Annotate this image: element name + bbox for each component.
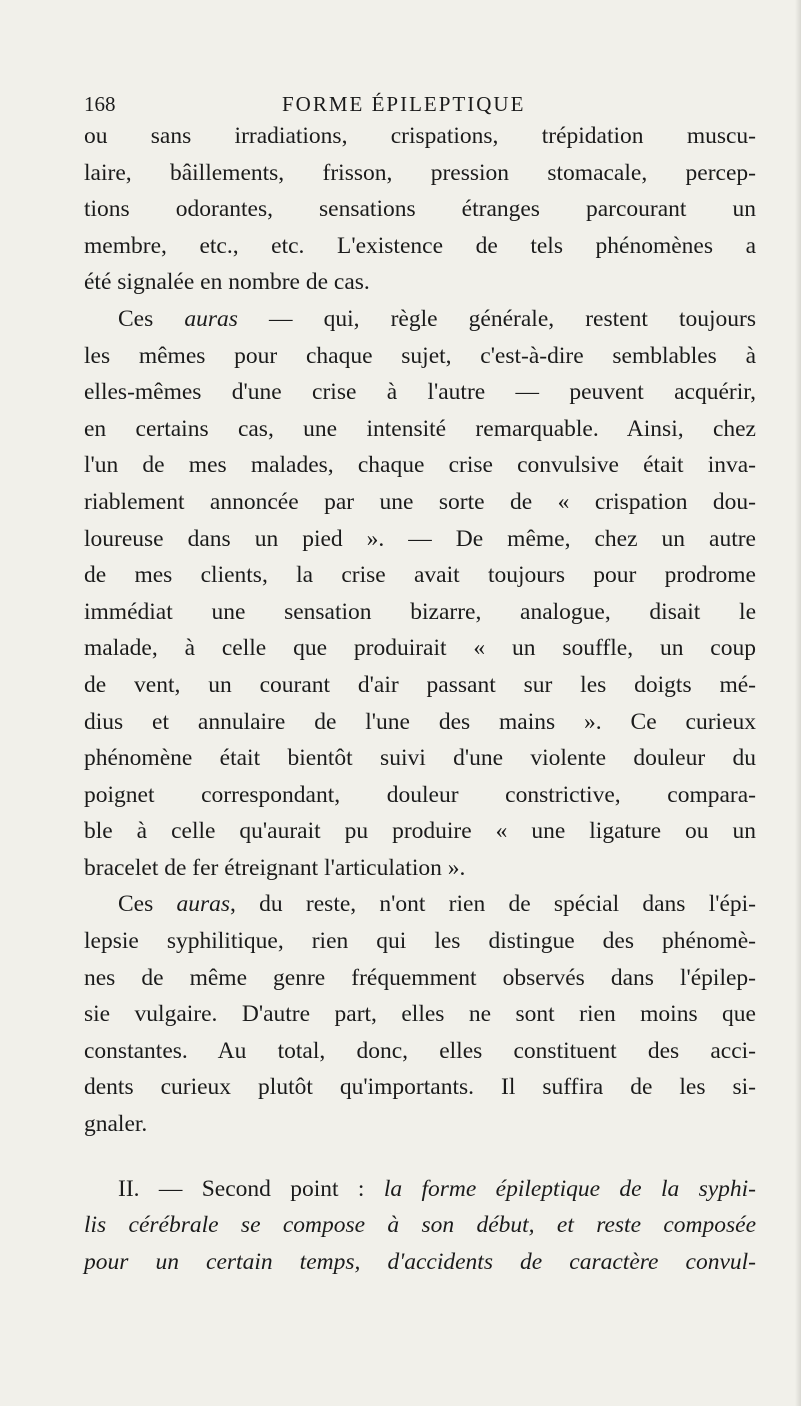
text-line: malade, à celle que produirait « un souffle, un coup — [84, 635, 756, 662]
text-run: , du reste, n'ont rien de spécial dans l'épi- — [230, 891, 756, 918]
text-line: membre, etc., etc. L'existence de tels phénomènes a — [84, 232, 756, 259]
text-line: dius et annulaire de l'une des mains ». Ce curieux — [84, 708, 756, 735]
italic-text: auras — [184, 305, 238, 332]
text-line: de vent, un courant d'air passant sur les doigts mé- — [84, 671, 756, 698]
italic-text: auras — [176, 891, 231, 918]
paragraph — [84, 118, 756, 301]
page-number: 168 — [84, 92, 116, 116]
text-line: les mêmes pour chaque sujet, c'est-à-dire semblables à — [84, 342, 756, 369]
text-line: constantes. Au total, donc, elles constituent des acci- — [84, 1037, 756, 1064]
paragraph — [84, 886, 756, 1142]
text-line: poignet correspondant, douleur constrictive, compara- — [84, 781, 756, 808]
section-gap — [84, 1143, 756, 1171]
scan-edge-shadow — [795, 0, 801, 1406]
text-line: riablement annoncée par une sorte de « crispation dou- — [84, 488, 756, 515]
text-line: immédiat une sensation bizarre, analogue, disait le — [84, 598, 756, 625]
text-line: loureuse dans un pied ». — De même, chez un autre — [84, 525, 756, 552]
page-header — [84, 92, 756, 120]
running-title: FORME ÉPILEPTIQUE — [282, 92, 526, 116]
text-line: ble à celle qu'aurait pu produire « une ligature ou un — [84, 818, 756, 845]
text-line: l'un de mes malades, chaque crise convulsive était inva- — [84, 452, 756, 479]
italic-text: la forme épileptique de la syphi- — [383, 1175, 757, 1202]
text-line: laire, bâillements, frisson, pression stomacale, percep- — [84, 159, 756, 186]
text-line: lepsie syphilitique, rien qui les distingue des phénomè- — [84, 928, 756, 955]
text-run: — qui, règle générale, restent toujours — [237, 305, 756, 332]
italic-text: lis cérébrale se compose à son début, et reste composée — [84, 1212, 756, 1239]
text-line: gnaler. — [84, 1111, 148, 1138]
text-line: ou sans irradiations, crispations, trépidation muscu- — [84, 123, 756, 149]
text-run: Ces — [118, 891, 177, 918]
text-run: Ces — [118, 305, 185, 332]
text-line — [84, 1171, 756, 1208]
text-line: nes de même genre fréquemment observés dans l'épilep- — [84, 964, 756, 991]
text-line: elles-mêmes d'une crise à l'autre — peuvent acquérir, — [84, 379, 756, 406]
text-line — [84, 1244, 756, 1281]
paragraph — [84, 301, 756, 887]
text-line — [84, 886, 756, 923]
paragraph — [84, 1171, 756, 1281]
text-line: bracelet de fer étreignant l'articulation ». — [84, 854, 466, 881]
text-line: dents curieux plutôt qu'importants. Il suffira de les si- — [84, 1074, 756, 1101]
text-line: phénomène était bientôt suivi d'une violente douleur du — [84, 745, 756, 772]
text-line — [84, 1207, 756, 1244]
text-line — [84, 301, 756, 338]
text-line: sie vulgaire. D'autre part, elles ne sont rien moins que — [84, 1001, 756, 1028]
page-body — [84, 118, 756, 1280]
text-line: de mes clients, la crise avait toujours pour prodrome — [84, 562, 756, 589]
italic-text: pour un certain temps, d'accidents de caractère convul- — [84, 1248, 756, 1275]
text-line: tions odorantes, sensations étranges parcourant un — [84, 196, 756, 223]
text-line: en certains cas, une intensité remarquable. Ainsi, chez — [84, 415, 756, 442]
text-run: II. — Second point : — [118, 1175, 384, 1202]
text-line: été signalée en nombre de cas. — [84, 269, 370, 296]
